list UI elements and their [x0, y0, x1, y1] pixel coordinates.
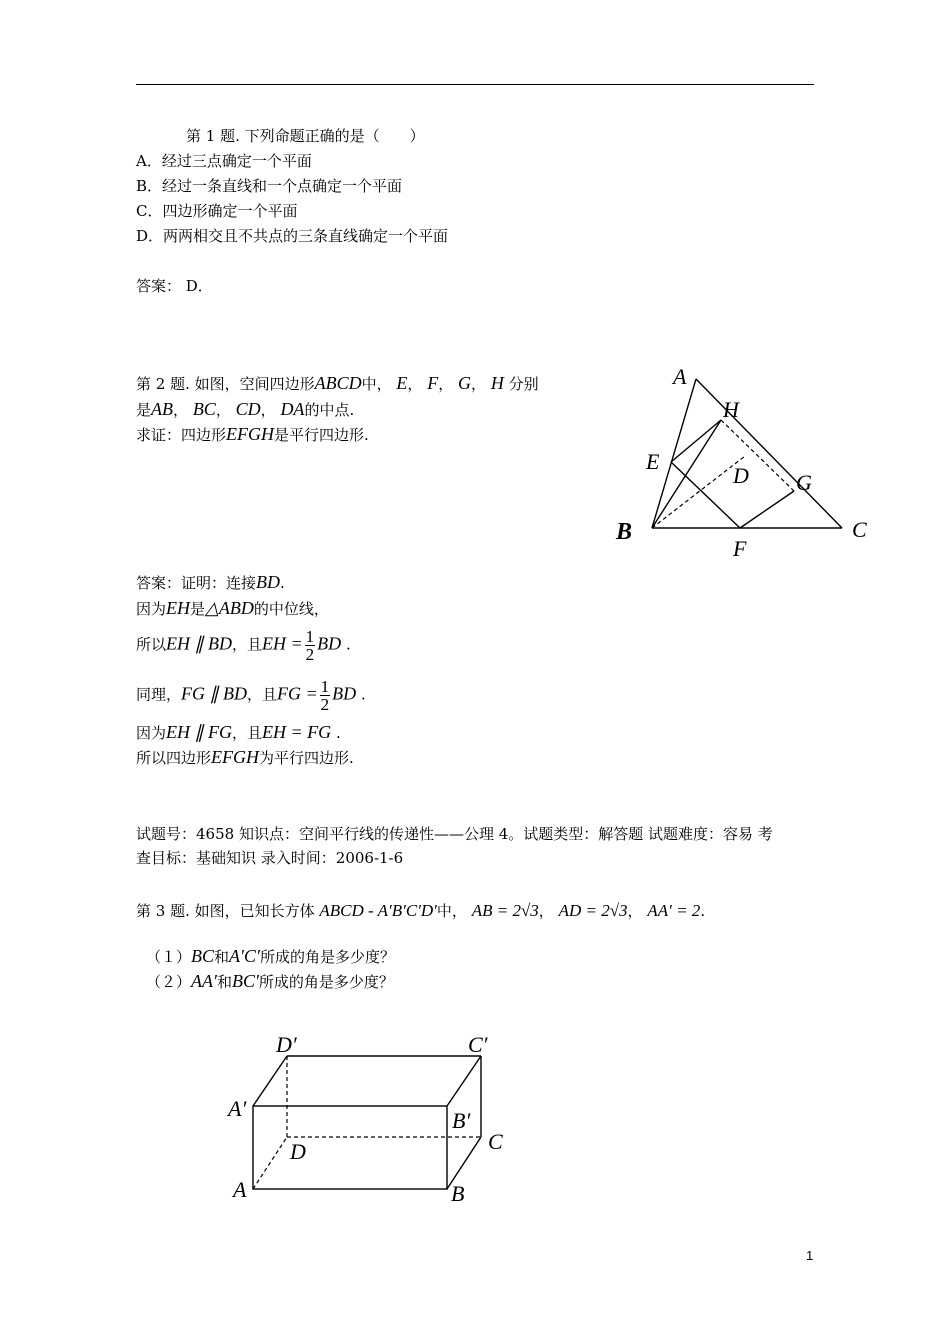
proof-line-2: 因为EH是△ABD的中位线， — [136, 598, 329, 618]
q1-option-c: C．四边形确定一个平面 — [136, 202, 298, 220]
label-f: F — [733, 536, 747, 561]
label-c-prime: C′ — [468, 1032, 488, 1057]
page-number: 1 — [806, 1248, 814, 1263]
label-b: B — [451, 1181, 465, 1206]
q1-option-b: B．经过一条直线和一个点确定一个平面 — [136, 177, 403, 195]
label-c: C — [488, 1129, 503, 1154]
hidden-edge-a-d — [253, 1137, 287, 1189]
segment-ef — [671, 462, 740, 528]
proof-line-3: 所以EH ∥ BD，且EH = $\frac{1}{2}$ BD . — [136, 627, 351, 664]
q1-option-d: D．两两相交且不共点的三条直线确定一个平面 — [136, 227, 449, 245]
q3-cuboid-figure — [220, 1025, 520, 1210]
label-h: H — [723, 397, 739, 422]
label-a: A — [673, 364, 687, 389]
q2-meta-line2: 查目标：基础知识 录入时间：2006-1-6 — [136, 849, 404, 867]
q1-answer: 答案： D． — [136, 277, 213, 295]
q2-stem-line2: 是AB， BC， CD， DA的中点. — [136, 399, 355, 419]
segment-fg — [740, 491, 794, 528]
label-d: D — [733, 463, 749, 488]
proof-line-5: 因为EH ∥ FG，且EH = FG . — [136, 722, 341, 742]
fraction-one-half: $\frac{1}{2}$ — [320, 677, 330, 714]
proof-line-1: 答案：证明：连接BD. — [136, 572, 285, 592]
label-d-prime: D′ — [276, 1032, 297, 1057]
fraction-one-half: $\frac{1}{2}$ — [305, 627, 315, 664]
edge-b1-c1 — [447, 1056, 481, 1106]
segment-bh — [652, 420, 721, 528]
label-e: E — [646, 449, 660, 474]
proof-line-4: 同理，FG ∥ BD，且FG = $\frac{1}{2}$ BD . — [136, 677, 366, 714]
label-c: C — [852, 517, 867, 542]
front-face — [253, 1106, 447, 1189]
proof-line-6: 所以四边形EFGH为平行四边形. — [136, 747, 354, 767]
q1-option-a: A．经过三点确定一个平面 — [136, 152, 312, 170]
label-d: D — [290, 1139, 306, 1164]
label-g: G — [796, 470, 812, 495]
hidden-edge-bd — [652, 456, 745, 528]
q3-part-1: （１）BC和A′C′所成的角是多少度？ — [146, 946, 395, 966]
q2-meta-line1: 试题号：4658 知识点：空间平行线的传递性——公理 4。试题类型：解答题 试题难度：容易 考 — [136, 825, 773, 843]
label-b-prime: B′ — [452, 1108, 471, 1133]
header-rule — [136, 84, 814, 85]
q2-tetrahedron-figure — [610, 360, 880, 565]
q3-part-2: （２）AA′和BC′所成的角是多少度？ — [146, 971, 394, 991]
q3-stem: 第 3 题. 如图，已知长方体 ABCD - A′B′C′D′中， AB = 2√3， AD = 2√3， AA′ = 2. — [136, 901, 706, 920]
q2-prove: 求证：四边形EFGH是平行四边形. — [136, 424, 369, 444]
q2-stem-line1: 第 2 题. 如图，空间四边形ABCD中， E， F， G， H 分别 — [136, 373, 539, 393]
hidden-segment-hg — [721, 420, 794, 491]
edge-a1-d1 — [253, 1056, 287, 1106]
label-a-prime: A′ — [228, 1096, 247, 1121]
segment-eh — [671, 420, 721, 462]
label-a: A — [233, 1177, 247, 1202]
edge-ac — [696, 379, 842, 528]
q1-stem: 第 1 题. 下列命题正确的是（ ） — [186, 127, 425, 145]
label-b: B — [616, 519, 633, 545]
